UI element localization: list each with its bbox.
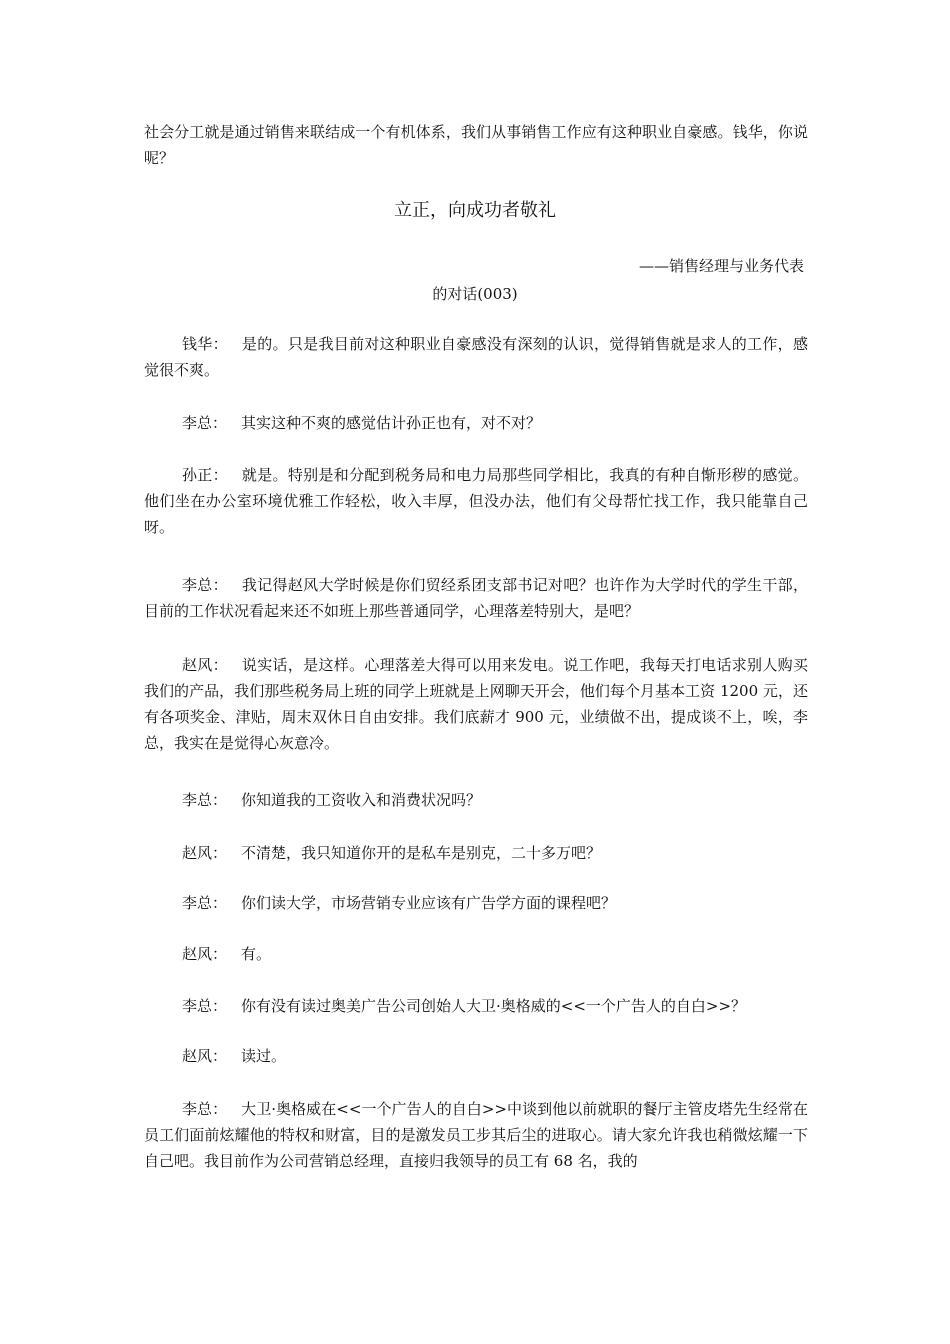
dialogue-text: 大卫·奥格威在<<一个广告人的自白>>中谈到他以前就职的餐厅主管皮塔先生经常在员工们面前炫耀他的特权和财富，目的是激发员工步其后尘的进取心。请大家允许我也稍微炫耀一下自己吧。我目前作为公司营销总经理，直接归我领导的员工有 68 名，我的 bbox=[144, 1100, 808, 1170]
speaker-label: 赵风： bbox=[182, 1047, 228, 1065]
dialogue-paragraph bbox=[144, 462, 808, 540]
dialogue-text: 有。 bbox=[241, 945, 272, 963]
dialogue-paragraph bbox=[144, 993, 808, 1019]
speaker-label: 李总： bbox=[182, 1100, 228, 1118]
dialogue-paragraph bbox=[144, 840, 808, 866]
dialogue-paragraph bbox=[144, 1096, 808, 1174]
dialogue-paragraph bbox=[144, 652, 808, 756]
dialogue-paragraph bbox=[144, 787, 808, 813]
dialogue-text: 我记得赵风大学时候是你们贸经系团支部书记对吧？也许作为大学时代的学生干部，目前的工作状况看起来还不如班上那些普通同学，心理落差特别大，是吧？ bbox=[144, 576, 808, 620]
speaker-label: 赵风： bbox=[182, 945, 228, 963]
speaker-label: 李总： bbox=[182, 576, 228, 594]
dialogue-paragraph bbox=[144, 331, 808, 383]
dialogue-text: 你们读大学，市场营销专业应该有广告学方面的课程吧？ bbox=[241, 894, 617, 912]
article-subtitle-line2: 的对话(003) bbox=[432, 285, 518, 303]
dialogue-text: 不清楚，我只知道你开的是私车是别克，二十多万吧？ bbox=[241, 844, 602, 862]
speaker-label: 钱华： bbox=[182, 335, 228, 353]
dialogue-paragraph bbox=[144, 572, 808, 624]
dialogue-text: 读过。 bbox=[241, 1047, 287, 1065]
article-title: 立正，向成功者敬礼 bbox=[394, 200, 556, 221]
dialogue-text: 就是。特别是和分配到税务局和电力局那些同学相比，我真的有种自惭形秽的感觉。他们坐在办公室环境优雅工作轻松，收入丰厚，但没办法，他们有父母帮忙找工作，我只能靠自己呀。 bbox=[144, 466, 808, 536]
speaker-label: 赵风： bbox=[182, 844, 228, 862]
speaker-label: 孙正： bbox=[182, 466, 228, 484]
speaker-label: 李总： bbox=[182, 997, 228, 1015]
speaker-label: 李总： bbox=[182, 414, 228, 432]
dialogue-text: 是的。只是我目前对这种职业自豪感没有深刻的认识，觉得销售就是求人的工作，感觉很不爽。 bbox=[144, 335, 808, 379]
dialogue-text: 你知道我的工资收入和消费状况吗？ bbox=[241, 791, 482, 809]
dialogue-paragraph bbox=[144, 941, 808, 967]
dialogue-text: 说实话，是这样。心理落差大得可以用来发电。说工作吧，我每天打电话求别人购买我们的产品，我们那些税务局上班的同学上班就是上网聊天开会，他们每个月基本工资 1200 元，还有各项奖金、津贴，周末双休日自由安排。我们底薪才 900 元，业绩做不出，提成谈不上，唉，李总，我实在是觉得心灰意冷。 bbox=[144, 656, 808, 752]
dialogue-text: 其实这种不爽的感觉估计孙正也有，对不对？ bbox=[241, 414, 542, 432]
article-subtitle-line1: ——销售经理与业务代表 bbox=[638, 257, 804, 275]
speaker-label: 李总： bbox=[182, 791, 228, 809]
speaker-label: 李总： bbox=[182, 894, 228, 912]
dialogue-paragraph bbox=[144, 1043, 808, 1069]
dialogue-paragraph bbox=[144, 890, 808, 916]
intro-paragraph: 社会分工就是通过销售来联结成一个有机体系，我们从事销售工作应有这种职业自豪感。钱华，你说呢？ bbox=[144, 123, 808, 167]
dialogue-text: 你有没有读过奥美广告公司创始人大卫·奥格威的<<一个广告人的自白>>？ bbox=[241, 997, 747, 1015]
dialogue-paragraph bbox=[144, 410, 808, 436]
speaker-label: 赵风： bbox=[182, 656, 228, 674]
